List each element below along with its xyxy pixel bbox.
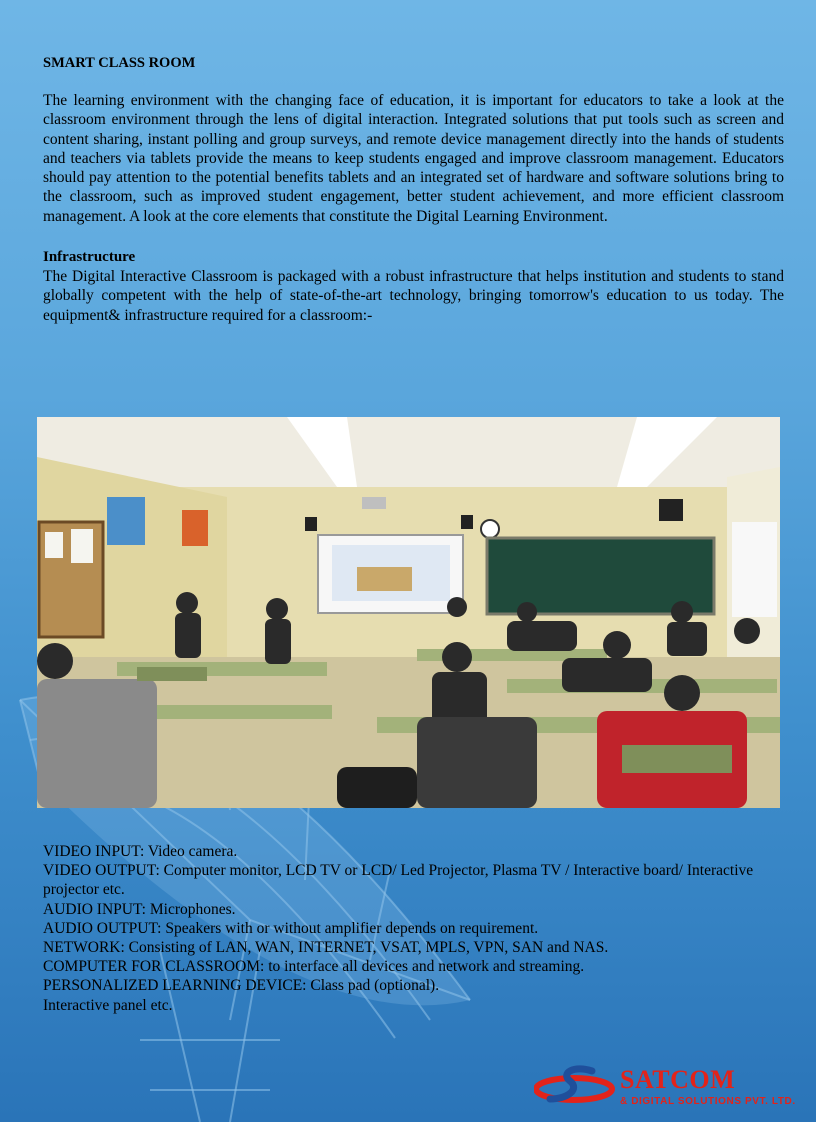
company-name: SATCOM	[620, 1065, 736, 1094]
spec-interactive-panel: Interactive panel etc.	[43, 996, 173, 1014]
spec-network: NETWORK: Consisting of LAN, WAN, INTERNET, VSAT, MPLS, VPN, SAN and NAS.	[43, 939, 609, 957]
spec-audio-output: AUDIO OUTPUT: Speakers with or without amplifier depends on requirement.	[43, 919, 539, 937]
spec-video-output: VIDEO OUTPUT: Computer monitor, LCD TV or LCD/ Led Projector, Plasma TV / Interactive board/ Interactive projector etc.	[43, 862, 754, 899]
classroom-photo	[37, 417, 780, 808]
infrastructure-heading: Infrastructure	[43, 249, 136, 266]
spec-video-input: VIDEO INPUT: Video camera.	[43, 843, 238, 860]
spec-audio-input: AUDIO INPUT: Microphones.	[43, 900, 236, 918]
document-body	[43, 54, 784, 325]
spec-computer: COMPUTER FOR CLASSROOM: to interface all devices and network and streaming.	[43, 958, 585, 976]
spec-learning-device: PERSONALIZED LEARNING DEVICE: Class pad (optional).	[43, 977, 440, 995]
intro-paragraph: The learning environment with the changing face of education, it is important for educators to take a look at the classroom environment through the lens of digital interaction. Integrated solutions that put tools such as screen and content sharing, instant polling and group surveys, and remote device management directly into the hands of students and teachers via tablets provide the means to keep students engaged and improve classroom management. Educators should pay attention to the potential benefits tablets and an integrated set of hardware and software solutions bring to the classroom, such as improved student engagement, better student achievement, and more efficient classroom management. A look at the core elements that constitute the Digital Learning Environment.	[43, 92, 784, 225]
page-title: SMART CLASS ROOM	[43, 55, 196, 71]
equipment-list	[43, 842, 788, 1015]
satcom-logo	[534, 1063, 804, 1113]
infrastructure-paragraph: The Digital Interactive Classroom is packaged with a robust infrastructure that helps institution and students to stand globally competent with the help of state-of-the-art technology, bringing tomorrow's education to us today. The equipment& infrastructure required for a classroom:-	[43, 268, 784, 324]
company-subtitle: & DIGITAL SOLUTIONS PVT. LTD.	[620, 1096, 796, 1107]
satcom-swoosh-icon	[534, 1065, 618, 1109]
